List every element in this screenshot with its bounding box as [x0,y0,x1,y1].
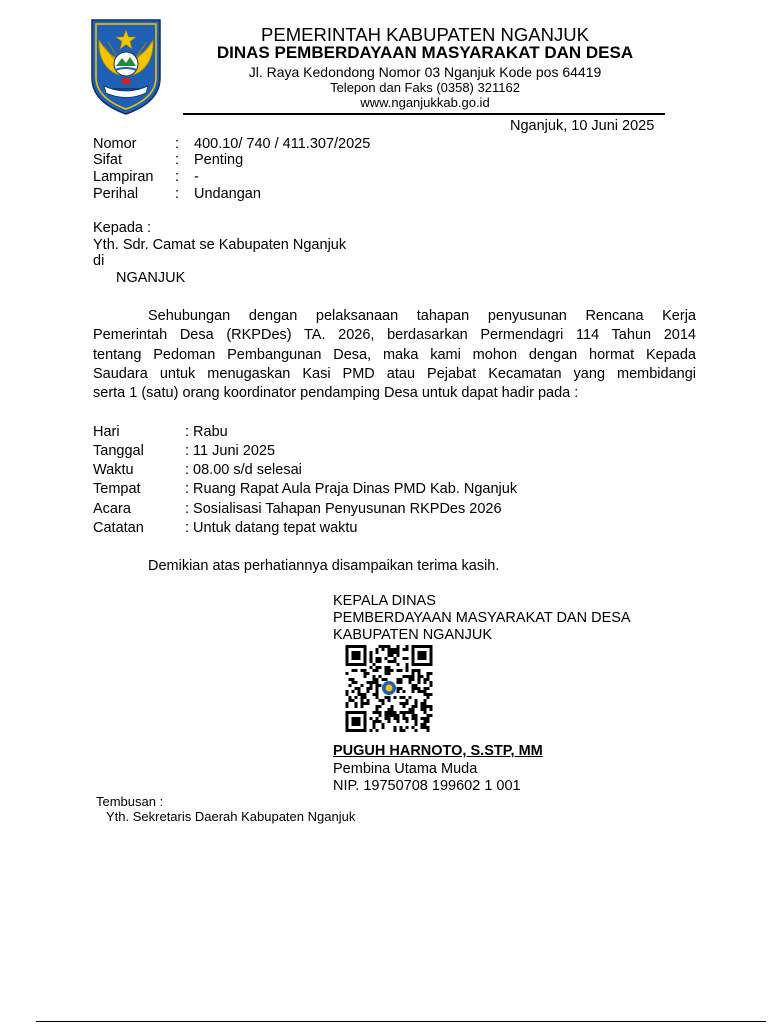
event-value-catatan: : Untuk datang tepat waktu [185,520,358,536]
tembusan-label: Tembusan : [96,794,164,809]
event-label: Tempat [93,481,141,497]
event-value-tanggal: : 11 Juni 2025 [185,443,276,459]
event-value-hari: : Rabu [185,424,228,440]
letterhead-website: www.nganjukkab.go.id [360,95,490,110]
recipient-kepada: Kepada : [93,220,152,236]
letterhead-department: DINAS PEMBERDAYAAN MASYARAKAT DAN DESA [216,43,634,62]
qr-code-icon [344,645,434,733]
body-line: tentang Pedoman Pembangunan Desa, maka kami mohon dengan hormat Kepada [93,347,696,363]
recipient-di: di [93,253,105,269]
meta-value-nomor: 400.10/ 740 / 411.307/2025 [194,136,371,152]
signature-title: KEPALA DINAS [333,593,436,609]
meta-value-perihal: Undangan [194,186,261,202]
letter-date: Nganjuk, 10 Juni 2025 [510,118,655,134]
recipient-place: NGANJUK [116,270,186,286]
meta-separator: : [175,169,180,185]
meta-separator: : [175,136,180,152]
letterhead-phone: Telepon dan Faks (0358) 321162 [330,80,520,95]
meta-value-sifat: Penting [194,152,244,168]
body-line: Pemerintah Desa (RKPDes) TA. 2026, berdasarkan Permendagri 114 Tahun 2014 [93,327,696,343]
signature-title: PEMBERDAYAAN MASYARAKAT DAN DESA [333,610,631,626]
body-line: Saudara untuk menugaskan Kasi PMD atau Pejabat Kecamatan yang membidangi [93,366,696,382]
nganjuk-emblem-icon [86,16,166,116]
closing-sentence: Demikian atas perhatiannya disampaikan terima kasih. [148,558,500,574]
meta-value-lampiran: - [194,169,199,185]
tembusan-item: Yth. Sekretaris Daerah Kabupaten Nganjuk [106,809,356,824]
event-label: Hari [93,424,120,440]
meta-label: Sifat [93,152,123,168]
event-label: Waktu [93,462,134,478]
signer-name: PUGUH HARNOTO, S.STP, MM [333,743,543,759]
meta-separator: : [175,152,180,168]
body-line: serta 1 (satu) orang koordinator pendamping Desa untuk dapat hadir pada : [93,385,579,401]
event-label: Tanggal [93,443,144,459]
page-bottom-edge [36,1021,766,1022]
event-value-waktu: : 08.00 s/d selesai [185,462,302,478]
signer-rank: Pembina Utama Muda [333,761,478,777]
meta-label: Lampiran [93,169,154,185]
meta-label: Perihal [93,186,139,202]
event-value-acara: : Sosialisasi Tahapan Penyusunan RKPDes 2026 [185,501,502,517]
meta-separator: : [175,186,180,202]
body-line: Sehubungan dengan pelaksanaan tahapan penyusunan Rencana Kerja [148,308,696,324]
letterhead-divider [183,113,665,115]
event-label: Catatan [93,520,144,536]
signer-nip: NIP. 19750708 199602 1 001 [333,778,521,794]
event-value-tempat: : Ruang Rapat Aula Praja Dinas PMD Kab. Nganjuk [185,481,518,497]
event-label: Acara [93,501,131,517]
signature-title: KABUPATEN NGANJUK [333,627,492,643]
recipient-name: Yth. Sdr. Camat se Kabupaten Nganjuk [93,237,347,253]
letterhead-address: Jl. Raya Kedondong Nomor 03 Nganjuk Kode pos 64419 [248,64,602,80]
meta-label: Nomor [93,136,137,152]
letterhead-government: PEMERINTAH KABUPATEN NGANJUK [261,24,589,45]
